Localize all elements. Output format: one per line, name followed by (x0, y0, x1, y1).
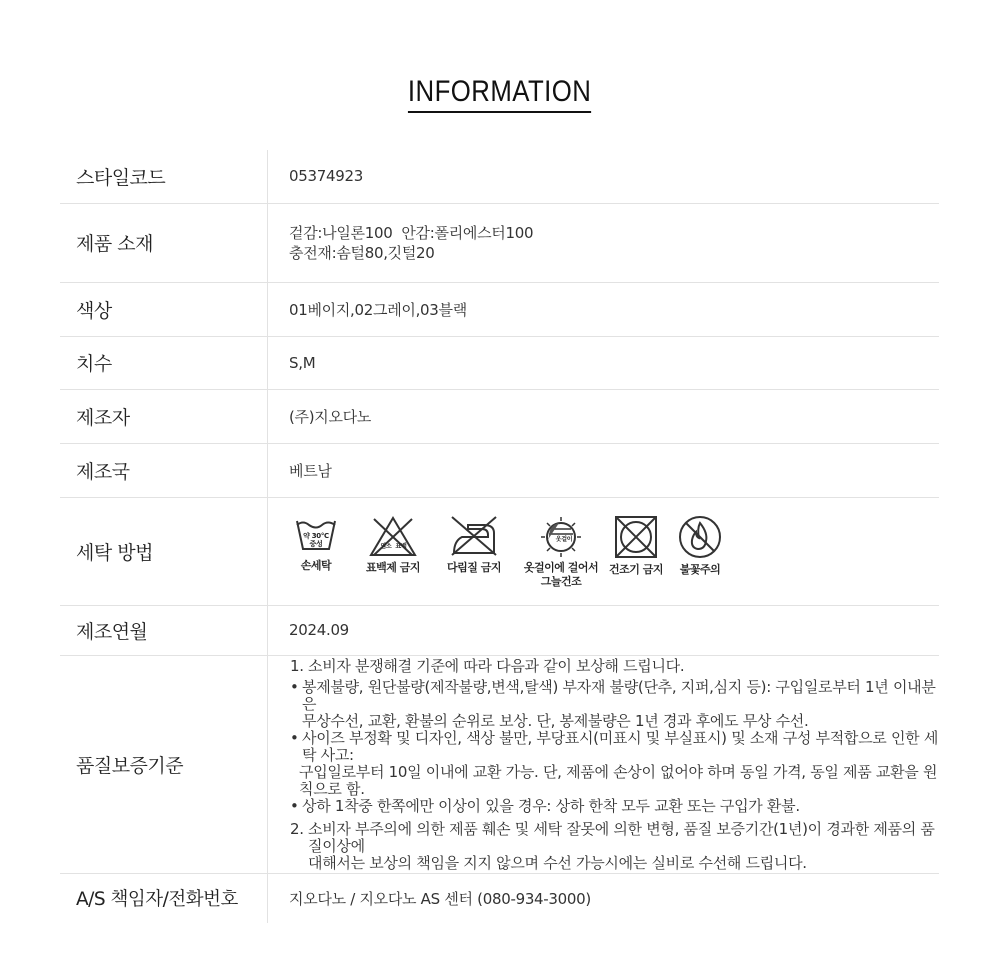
care-caption: 건조기 금지 (609, 563, 663, 576)
color-value: 01베이지,02그레이,03블랙 (268, 282, 940, 336)
care-item (675, 515, 725, 577)
bullet-dot: • (290, 728, 299, 747)
row-label: 제조자 (60, 389, 268, 443)
row-label: 제품 소재 (60, 203, 268, 282)
care-caption-line: 그늘건조 (540, 575, 582, 588)
tub-text-temp: 약 30°C (303, 532, 329, 540)
quality-bullet (290, 798, 938, 815)
table-row (60, 443, 939, 497)
quality-bullet (290, 730, 938, 798)
material-line: 겉감:나일론100 안감:폴리에스터100 (289, 223, 534, 242)
bullet-dot: • (290, 796, 299, 815)
quality-item-body (308, 821, 938, 872)
table-row (60, 497, 939, 605)
quality-item (290, 821, 938, 872)
table-row (60, 389, 939, 443)
flame-caution-icon (678, 515, 722, 559)
bullet-dot: • (290, 677, 299, 696)
circle-text: 옷걸이 (555, 536, 573, 543)
no-tumble-dry-icon (614, 515, 658, 559)
quality-bullet-line: 봉제불량, 원단불량(제작불량,변색,탈색) 부자재 불량(단추, 지퍼,심지 등): 구입일로부터 1년 이내분은 (302, 677, 936, 713)
row-label: 품질보증기준 (60, 655, 268, 873)
care-caption: 다림질 금지 (447, 561, 501, 574)
care-caption-line: 옷걸이에 걸어서 (523, 561, 599, 574)
hand-wash-icon (293, 515, 339, 555)
as-contact-value: 지오다노 / 지오다노 AS 센터 (080-934-3000) (289, 889, 591, 908)
country-value: 베트남 (268, 443, 940, 497)
page-title: INFORMATION (408, 73, 591, 113)
quality-bullet (290, 679, 938, 730)
quality-item-number: 2. (290, 819, 304, 838)
care-item (607, 515, 665, 577)
quality-item-line: 소비자 부주의에 의한 제품 훼손 및 세탁 잘못에 의한 변형, 품질 보증기간(1년)이 경과한 제품의 품질이상에 (308, 819, 935, 855)
quality-bullet-line: 무상수선, 교환, 환불의 순위로 보상. 단, 봉제불량은 1년 경과 후에도 무상 수선. (302, 711, 809, 730)
information-table (60, 150, 939, 923)
quality-bullet-line: 상하 1착중 한쪽에만 이상이 있을 경우: 상하 한착 모두 교환 또는 구입가 환불. (302, 796, 800, 815)
row-label: 제조국 (60, 443, 268, 497)
row-label: A/S 책임자/전화번호 (60, 873, 268, 923)
tub-text-neutral: 중성 (309, 540, 323, 548)
hang-dry-shade-icon (537, 515, 585, 559)
table-row (60, 655, 939, 873)
table-row (60, 336, 939, 389)
table-row (60, 282, 939, 336)
care-caption (524, 561, 598, 589)
size-value: S,M (268, 336, 940, 389)
care-item (359, 515, 427, 575)
quality-item (290, 657, 938, 675)
row-label: 색상 (60, 282, 268, 336)
care-caption: 손세탁 (300, 559, 332, 572)
manufacturer-value: (주)지오다노 (268, 389, 940, 443)
material-line: 충전재:솜털80,깃털20 (289, 243, 435, 262)
quality-bullet-line: 사이즈 부정확 및 디자인, 색상 불만, 부당표시(미표시 및 부실표시) 및 소재 구성 부적합으로 인한 세탁 사고: (302, 728, 939, 764)
tri-text-1: 염소 (380, 543, 392, 550)
table-row (60, 605, 939, 655)
no-bleach-icon (368, 515, 418, 557)
care-caption: 불꽃주의 (679, 563, 721, 576)
row-label: 치수 (60, 336, 268, 389)
care-item (519, 515, 603, 589)
table-row (60, 873, 939, 923)
manufacture-date-value: 2024.09 (268, 605, 940, 655)
no-iron-icon (448, 515, 500, 557)
row-label: 제조연월 (60, 605, 268, 655)
quality-warranty-value (268, 655, 940, 873)
care-caption: 표백제 금지 (366, 561, 420, 574)
row-label: 세탁 방법 (60, 497, 268, 605)
care-item (288, 515, 344, 573)
material-value (268, 203, 940, 282)
care-item (439, 515, 509, 575)
quality-item-line: 대해서는 보상의 책임을 지지 않으며 수선 가능시에는 실비로 수선해 드립니다. (308, 853, 807, 872)
table-row (60, 150, 939, 203)
page-title-wrap (0, 73, 1000, 113)
quality-bullet-body (302, 679, 938, 730)
care-icons (288, 515, 938, 589)
tri-text-2: 표백 (395, 543, 407, 550)
style-code-value: 05374923 (268, 150, 940, 203)
quality-bullet-line: 구입일로부터 10일 이내에 교환 가능. 단, 제품에 손상이 없어야 하며 동일 가격, 동일 제품 교환을 원칙으로 함. (299, 762, 938, 798)
quality-bullet-body (299, 728, 939, 798)
row-label: 스타일코드 (60, 150, 268, 203)
care-icons-cell (268, 497, 940, 605)
table-row (60, 203, 939, 282)
quality-item-number: 1. (290, 656, 304, 675)
quality-item-text: 소비자 분쟁해결 기준에 따라 다음과 같이 보상해 드립니다. (308, 656, 685, 675)
